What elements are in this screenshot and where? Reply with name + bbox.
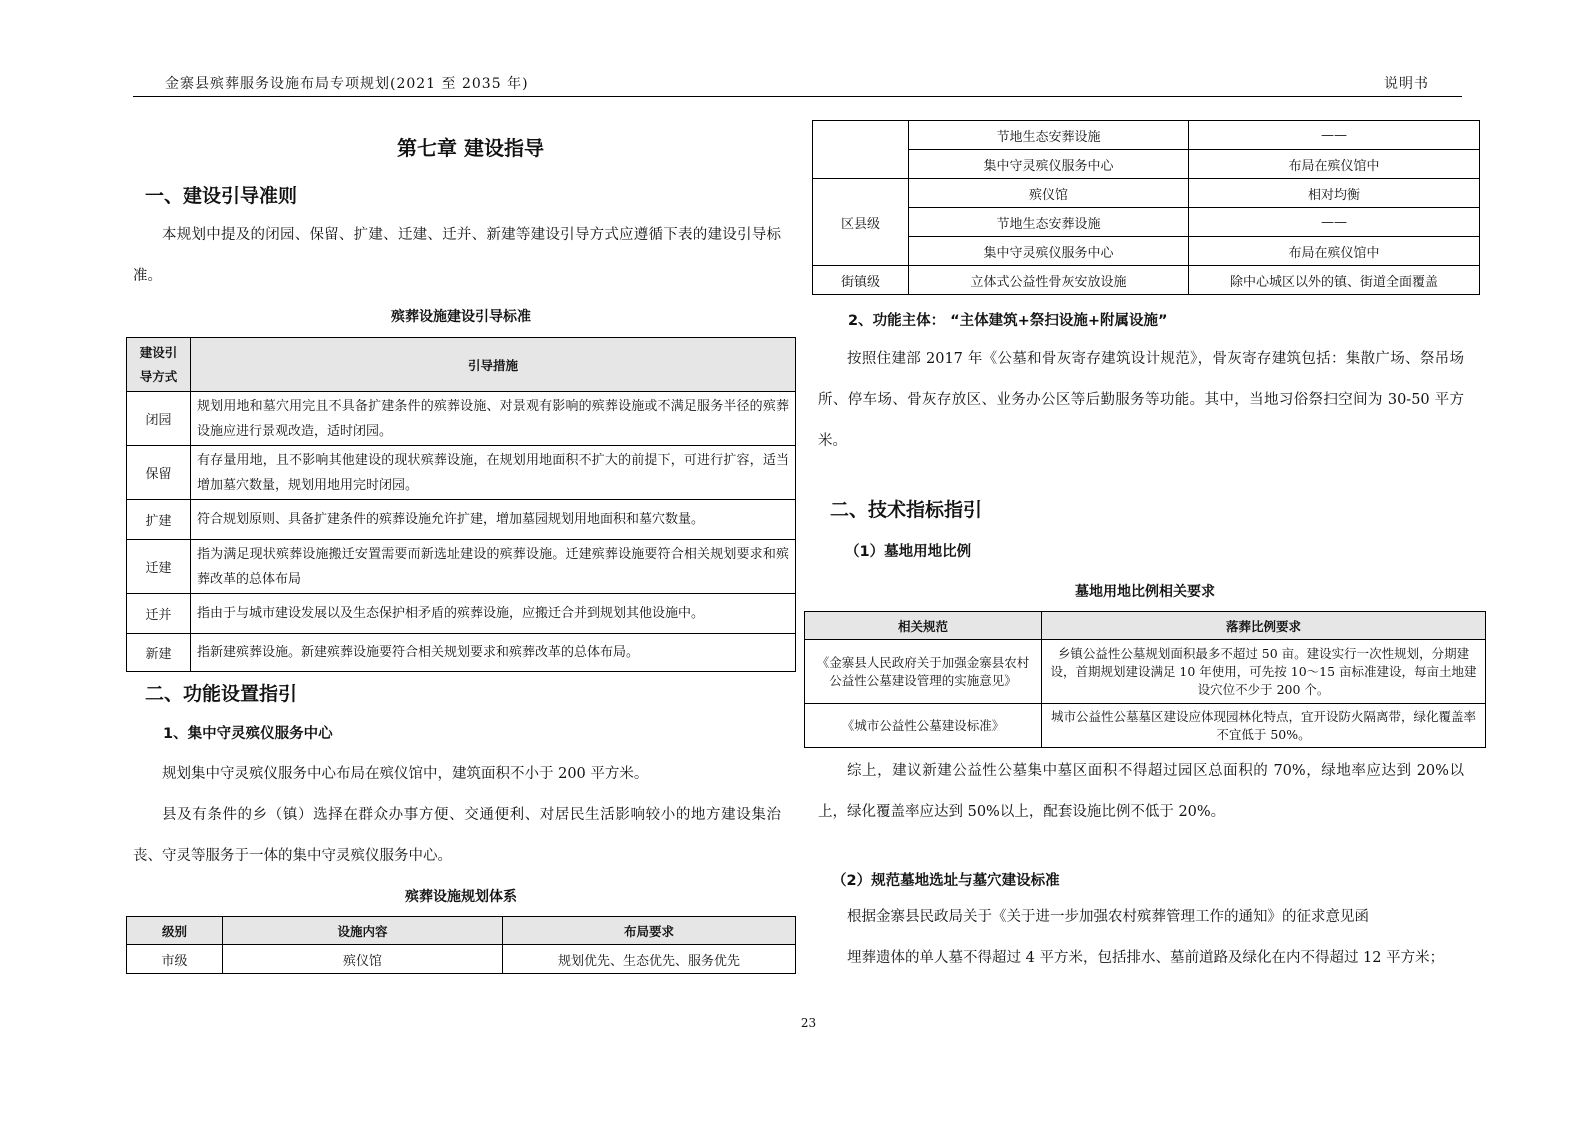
subheading-function-body: 2、功能主体： “主体建筑+祭扫设施+附属设施”	[848, 313, 1168, 329]
row-mode: 闭园	[127, 392, 191, 446]
row-requirement: ——	[1189, 121, 1480, 150]
row-mode: 保留	[127, 446, 191, 500]
paragraph-site-standard-1: 根据金寨县民政局关于《关于进一步加强农村殡葬管理工作的通知》的征求意见函	[847, 909, 1369, 925]
table-row	[127, 540, 796, 594]
table-header-requirement: 布局要求	[503, 917, 796, 945]
paragraph-ratio-summary: 综上，建议新建公益性公墓集中墓区面积不得超过园区总面积的 70%，绿地率应达到 20%以上，绿化覆盖率应达到 50%以上，配套设施比例不低于 20%。	[818, 763, 1464, 820]
subheading-site-standard: （2）规范墓地选址与墓穴建设标准	[832, 873, 1060, 889]
doc-header-title: 金寨县殡葬服务设施布局专项规划(2021 至 2035 年)	[165, 76, 529, 92]
row-level-continued	[813, 121, 909, 179]
table-header-measure: 引导措施	[191, 338, 796, 392]
table-row	[813, 237, 1480, 266]
row-content: 节地生态安葬设施	[909, 121, 1189, 150]
row-measure: 有存量用地，且不影响其他建设的现状殡葬设施，在规划用地面积不扩大的前提下，可进行扩容，适当增加墓穴数量，规划用地用完时闭园。	[191, 446, 796, 500]
section-heading-guidance: 一、建设引导准则	[145, 185, 298, 207]
row-requirement: ——	[1189, 208, 1480, 237]
row-spec: 《金寨县人民政府关于加强金寨县农村公益性公墓建设管理的实施意见》	[805, 640, 1042, 704]
row-content: 集中守灵殡仪服务中心	[909, 237, 1189, 266]
land-ratio-table	[804, 611, 1486, 748]
row-requirement: 规划优先、生态优先、服务优先	[503, 945, 796, 974]
row-mode: 扩建	[127, 500, 191, 540]
row-ratio-requirement: 乡镇公益性公墓规划面积最多不超过 50 亩。建设实行一次性规划，分期建设，首期规划建设满足 10 年使用，可先按 10～15 亩标准建设，每亩土地建设穴位不少于 200 个。	[1042, 640, 1486, 704]
row-requirement: 相对均衡	[1189, 179, 1480, 208]
table-caption-guidance: 殡葬设施建设引导标准	[391, 309, 531, 325]
table-header-level: 级别	[127, 917, 223, 945]
table-row	[813, 179, 1480, 208]
table-row	[127, 500, 796, 540]
header-rule	[133, 96, 1462, 97]
guidance-table	[126, 337, 796, 672]
table-header-mode: 建设引 导方式	[127, 338, 191, 392]
table-header-spec: 相关规范	[805, 612, 1042, 640]
row-mode: 迁建	[127, 540, 191, 594]
table-row	[813, 266, 1480, 295]
row-content: 殡仪馆	[223, 945, 503, 974]
row-requirement: 布局在殡仪馆中	[1189, 237, 1480, 266]
table-caption-system: 殡葬设施规划体系	[405, 889, 517, 905]
row-spec: 《城市公益性公墓建设标准》	[805, 704, 1042, 748]
table-header-content: 设施内容	[223, 917, 503, 945]
doc-header-type: 说明书	[1384, 76, 1429, 92]
row-mode: 新建	[127, 634, 191, 672]
section-heading-technical: 二、技术指标指引	[830, 499, 983, 521]
row-measure: 指新建殡葬设施。新建殡葬设施要符合相关规划要求和殡葬改革的总体布局。	[191, 634, 796, 672]
row-level: 市级	[127, 945, 223, 974]
table-header-ratio-requirement: 落葬比例要求	[1042, 612, 1486, 640]
row-mode: 迁并	[127, 594, 191, 634]
subheading-land-ratio: （1）墓地用地比例	[845, 544, 972, 560]
table-caption-land-ratio: 墓地用地比例相关要求	[1075, 584, 1215, 600]
paragraph-site-standard-2: 埋葬遗体的单人墓不得超过 4 平方米，包括排水、墓前道路及绿化在内不得超过 12 平方米；	[847, 950, 1445, 966]
table-row	[127, 594, 796, 634]
page-number: 23	[800, 1016, 817, 1030]
row-content: 集中守灵殡仪服务中心	[909, 150, 1189, 179]
row-level: 区县级	[813, 179, 909, 266]
row-measure: 规划用地和墓穴用完且不具备扩建条件的殡葬设施、对景观有影响的殡葬设施或不满足服务半径的殡葬设施应进行景观改造，适时闭园。	[191, 392, 796, 446]
paragraph-center-2: 县及有条件的乡（镇）选择在群众办事方便、交通便利、对居民生活影响较小的地方建设集治丧、守灵等服务于一体的集中守灵殡仪服务中心。	[133, 807, 781, 864]
system-table-left	[126, 916, 796, 974]
row-content: 立体式公益性骨灰安放设施	[909, 266, 1189, 295]
section-heading-function: 二、功能设置指引	[145, 683, 298, 705]
table-row	[127, 945, 796, 974]
subheading-center: 1、集中守灵殡仪服务中心	[163, 726, 333, 742]
row-measure: 符合规划原则、具备扩建条件的殡葬设施允许扩建，增加墓园规划用地面积和墓穴数量。	[191, 500, 796, 540]
chapter-title: 第七章 建设指导	[397, 136, 544, 160]
paragraph-center-1: 规划集中守灵殡仪服务中心布局在殡仪馆中，建筑面积不小于 200 平方米。	[162, 766, 649, 782]
row-requirement: 除中心城区以外的镇、街道全面覆盖	[1189, 266, 1480, 295]
row-measure: 指为满足现状殡葬设施搬迁安置需要而新选址建设的殡葬设施。迁建殡葬设施要符合相关规划要求和殡葬改革的总体布局	[191, 540, 796, 594]
table-row	[127, 634, 796, 672]
system-table-right	[812, 120, 1480, 295]
table-row	[813, 121, 1480, 150]
row-measure: 指由于与城市建设发展以及生态保护相矛盾的殡葬设施，应搬迁合并到规划其他设施中。	[191, 594, 796, 634]
table-row	[805, 640, 1486, 704]
row-ratio-requirement: 城市公益性公墓墓区建设应体现园林化特点，宜开设防火隔离带，绿化覆盖率不宜低于 50%。	[1042, 704, 1486, 748]
table-row	[813, 150, 1480, 179]
row-content: 殡仪馆	[909, 179, 1189, 208]
table-row	[127, 392, 796, 446]
table-row	[127, 446, 796, 500]
table-row	[805, 704, 1486, 748]
row-content: 节地生态安葬设施	[909, 208, 1189, 237]
row-level: 街镇级	[813, 266, 909, 295]
section-paragraph-guidance: 本规划中提及的闭园、保留、扩建、迁建、迁并、新建等建设引导方式应遵循下表的建设引导标准。	[133, 227, 781, 284]
table-row	[813, 208, 1480, 237]
paragraph-function-body: 按照住建部 2017 年《公墓和骨灰寄存建筑设计规范》，骨灰寄存建筑包括：集散广场、祭吊场所、停车场、骨灰存放区、业务办公区等后勤服务等功能。其中，当地习俗祭扫空间为 30-50 平方米。	[818, 351, 1464, 449]
row-requirement: 布局在殡仪馆中	[1189, 150, 1480, 179]
